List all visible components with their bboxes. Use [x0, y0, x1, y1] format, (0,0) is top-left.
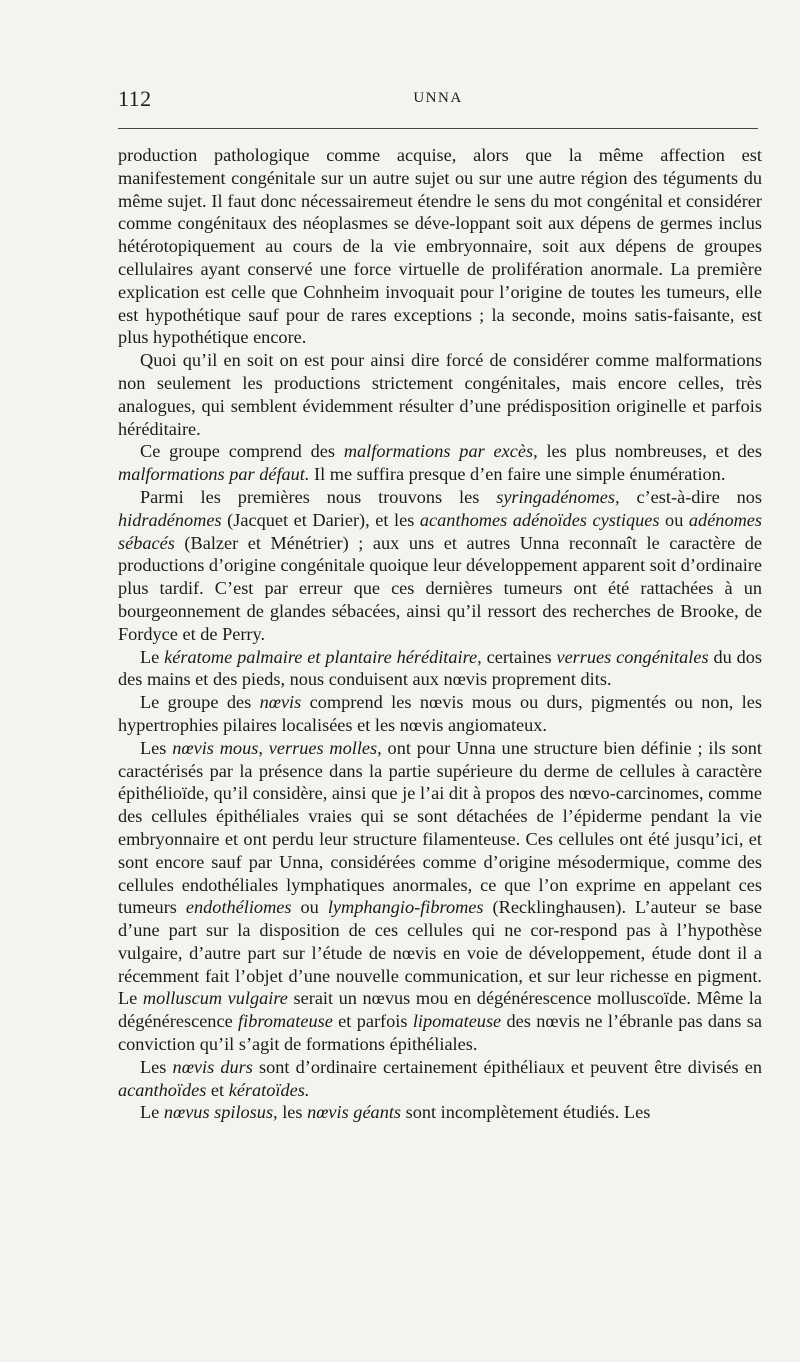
italic-term: malformations par défaut. [118, 464, 310, 485]
text-run: comprend les nœvis mous ou durs, pigmentés ou non, les hypertrophies pilaires localisées et les nœvis angiomateux. [118, 692, 762, 735]
text-run: serait un nœvus mou en dégénérescence molluscoïde. Même la dégénérescence [118, 988, 763, 1032]
text-run: ou [291, 897, 328, 918]
text-run: des nœvis ne l’ébranle pas dans sa conviction qu’il s’agit de formations épithéliales. [118, 1011, 763, 1055]
italic-term: nœvis mous, verrues molles, [172, 737, 382, 758]
running-title: UNNA [413, 90, 463, 106]
italic-term: malformations par excès, [343, 441, 538, 462]
body-text [118, 144, 762, 1124]
italic-term: acanthoïdes [118, 1079, 207, 1100]
text-run: Le [140, 646, 165, 667]
paragraph-p3 [118, 440, 762, 486]
text-run: et parfois [332, 1011, 413, 1032]
text-run: c’est-à-dire nos [619, 486, 762, 507]
text-run: sont d’ordinaire certainement épithéliaux et peuvent être divisés en [252, 1056, 762, 1077]
text-run: Ce groupe comprend des [140, 441, 344, 462]
paragraph-p8 [118, 1056, 762, 1102]
italic-term: nœvis géants [307, 1102, 402, 1123]
italic-term: fibromateuse [238, 1011, 333, 1032]
italic-term: endothéliomes [185, 897, 292, 918]
text-run: (Jacquet et Darier), et les [221, 509, 420, 530]
italic-term: hidradénomes [118, 509, 222, 530]
italic-term: lipomateuse [412, 1011, 502, 1032]
paragraph-p4 [118, 486, 762, 646]
text-run: (Recklinghausen). L’auteur se base d’une part sur la disposition de ces cellules qui ne cor-respond pas à l’hypothèse vulgaire, d’autre part sur l’étude de nœvis en voie de développement, étude dont il a récemment fait l’objet d’une nouvelle communication, et sur leur richesse en pigment. Le [118, 897, 763, 1009]
text-run: (Balzer et Ménétrier) ; aux uns et autres Unna reconnaît le caractère de productions d’origine congénitale quoique leur développement apparent soit d’ordinaire plus tardif. C’est par erreur que ces dernières tumeurs ont été rattachées à un bourgeonnement de glandes sébacées, ainsi qu’il ressort des recherches de Brooke, de Fordyce et de Perry. [118, 532, 762, 644]
text-run: et [206, 1079, 229, 1100]
text-run: les [277, 1102, 308, 1123]
text-run: sont incomplètement étudiés. Les [401, 1102, 651, 1123]
paragraph-p2 [118, 349, 762, 440]
paragraph-p1 [118, 144, 762, 349]
text-run: Les [140, 1056, 173, 1077]
paragraph-p6 [118, 691, 762, 737]
text-run: Le groupe des [140, 692, 260, 713]
italic-term: kératome palmaire et plantaire héréditaire, [164, 646, 482, 667]
italic-term: kératoïdes. [228, 1079, 310, 1100]
header-rule [118, 128, 758, 129]
text-run: production pathologique comme acquise, alors que la même affection est manifestement congénitale sur un autre sujet ou sur une autre région des téguments du même sujet. Il faut donc nécessairemeut étendre le sens du mot congénital et considérer comme congénitaux des néoplasmes se déve-loppant soit aux dépens de germes inclus hétérotopiquement au cours de la vie embryonnaire, soit aux dépens de groupes cellulaires ayant conservé une force virtuelle de prolifération anormale. La première explication est celle que Cohnheim invoquait pour l’origine de toutes les tumeurs, elle est hypothétique sauf pour de rares exceptions ; la seconde, moins satis-faisante, est plus hypothétique encore. [118, 145, 762, 348]
text-run: Le [140, 1102, 164, 1123]
italic-term: nœvis durs [172, 1056, 253, 1077]
page-header [118, 86, 758, 116]
text-run: certaines [481, 646, 557, 667]
text-run: les plus nombreuses, et des [537, 441, 762, 462]
text-run: Les [140, 737, 173, 758]
text-run: Parmi les premières nous trouvons les [140, 486, 497, 507]
italic-term: lymphangio-fibromes [327, 897, 484, 918]
italic-term: syringadénomes, [496, 486, 620, 507]
italic-term: nœvis [259, 692, 302, 713]
text-run: Quoi qu’il en soit on est pour ainsi dire forcé de considérer comme malformations non seulement les productions strictement congénitales, mais encore celles, très analogues, qui semblent évidemment résulter d’une prédisposition originelle et parfois héréditaire. [118, 350, 762, 439]
text-run: Il me suffira presque d’en faire une simple énumération. [309, 464, 726, 485]
italic-term: acanthomes adénoïdes cystiques [419, 509, 660, 530]
italic-term: nœvus spilosus, [163, 1102, 278, 1123]
text-run: ou [659, 509, 689, 530]
page-number: 112 [118, 86, 152, 111]
paragraph-p7 [118, 737, 762, 1056]
paragraph-p5 [118, 646, 762, 692]
italic-term: adénomes sébacés [118, 509, 763, 553]
italic-term: molluscum vulgaire [142, 988, 288, 1009]
text-run: ont pour Unna une structure bien définie ; ils sont caractérisés par la présence dans la partie supérieure du derme de cellules à caractère épithélioïde, qu’il considère, ainsi que je l’ai dit à propos des nœvo-carcinomes, comme des cellules épithéliales vraies qui se sont détachées de l’épiderme pendant la vie embryonnaire et ont perdu leur structure filamenteuse. Ces cellules ont été jusqu’ici, et sont encore sauf par Unna, considérées comme d’origine mésodermique, comme des cellules endothéliales lymphatiques anormales, ce que l’on exprime en appelant ces tumeurs [118, 737, 762, 918]
text-run: du dos des mains et des pieds, nous conduisent aux nœvis proprement dits. [118, 646, 763, 690]
italic-term: verrues congénitales [556, 646, 709, 667]
paragraph-p9 [118, 1101, 762, 1124]
